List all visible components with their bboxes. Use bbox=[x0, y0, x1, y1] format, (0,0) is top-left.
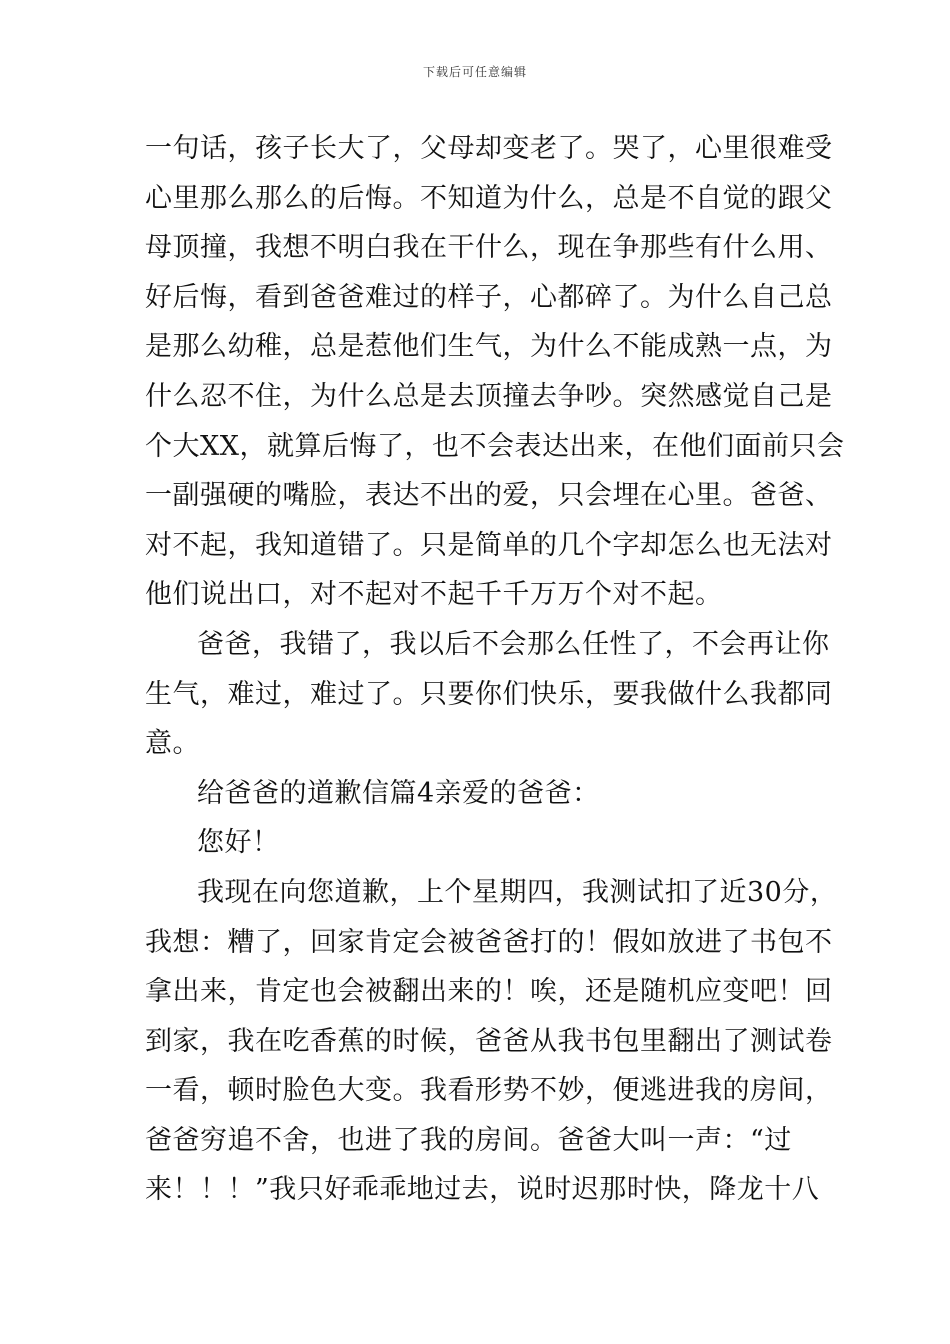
text-line: 拿出来，肯定也会被翻出来的！唉，还是随机应变吧！回 bbox=[145, 976, 833, 1008]
text-line: 生气，难过，难过了。只要你们快乐，要我做什么我都同 bbox=[145, 678, 833, 710]
text-line: 爸爸穷追不舍，也进了我的房间。爸爸大叫一声：“过 bbox=[145, 1124, 792, 1156]
paragraph-first-line: 我现在向您道歉，上个星期四，我测试扣了近30分， bbox=[197, 876, 838, 908]
text-line: 心里那么那么的后悔。不知道为什么，总是不自觉的跟父 bbox=[145, 182, 833, 214]
page-header: 下载后可任意编辑 bbox=[422, 65, 527, 79]
document-body bbox=[145, 124, 845, 1215]
text-line: 到家，我在吃香蕉的时候，爸爸从我书包里翻出了测试卷 bbox=[145, 1025, 833, 1057]
text-line: 一看，顿时脸色大变。我看形势不妙，便逃进我的房间， bbox=[145, 1075, 833, 1107]
text-line: 来！！！”我只好乖乖地过去，说时迟那时快，降龙十八 bbox=[145, 1174, 820, 1206]
text-line: 意。 bbox=[145, 728, 200, 760]
text-line: 什么忍不住，为什么总是去顶撞去争吵。突然感觉自己是 bbox=[145, 380, 833, 412]
text-line: 是那么幼稚，总是惹他们生气，为什么不能成熟一点，为 bbox=[145, 331, 833, 363]
text-line: 对不起，我知道错了。只是简单的几个字却怎么也无法对 bbox=[145, 529, 833, 561]
letter-greeting: 您好！ bbox=[197, 827, 280, 859]
text-line: 个大XX，就算后悔了，也不会表达出来，在他们面前只会 bbox=[145, 430, 845, 462]
text-line: 母顶撞，我想不明白我在干什么，现在争那些有什么用、 bbox=[145, 232, 833, 264]
text-line: 一副强硬的嘴脸，表达不出的爱，只会埋在心里。爸爸、 bbox=[145, 480, 833, 512]
text-line: 我想：糟了，回家肯定会被爸爸打的！假如放进了书包不 bbox=[145, 926, 833, 958]
paragraph-first-line: 爸爸，我错了，我以后不会那么任性了，不会再让你 bbox=[197, 628, 830, 660]
text-line: 他们说出口，对不起对不起千千万万个对不起。 bbox=[145, 579, 723, 611]
letter-title: 给爸爸的道歉信篇4亲爱的爸爸： bbox=[197, 777, 600, 809]
text-line: 好后悔，看到爸爸难过的样子，心都碎了。为什么自己总 bbox=[145, 281, 833, 313]
text-line: 一句话，孩子长大了，父母却变老了。哭了，心里很难受 bbox=[145, 133, 833, 164]
